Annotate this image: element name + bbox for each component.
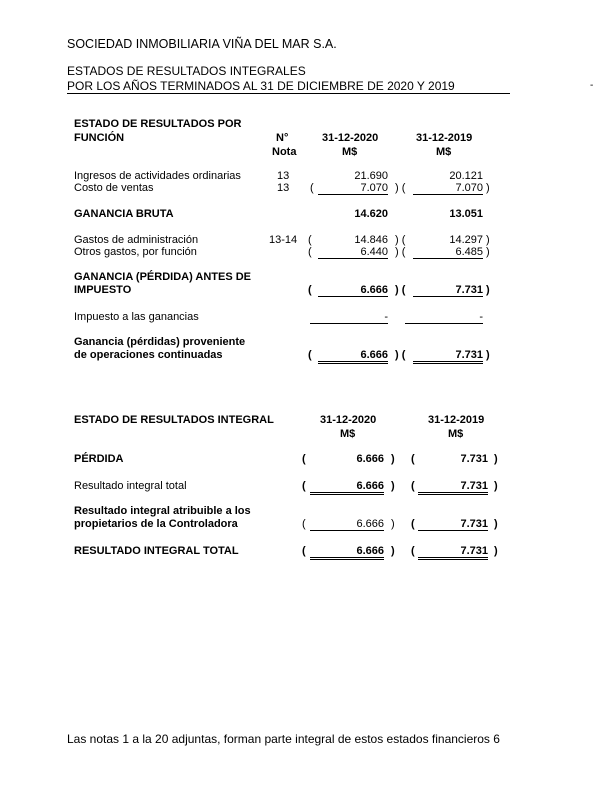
statement-period: POR LOS AÑOS TERMINADOS AL 31 DE DICIEMBRE DE 2020 Y 2019 — [67, 79, 455, 93]
table1-header-line1: ESTADO DE RESULTADOS POR — [74, 118, 242, 130]
row-value-2019: 7.731 — [413, 284, 483, 297]
row-value-2020: 6.666 — [310, 545, 384, 560]
row-value-2019: 7.731 — [460, 453, 488, 465]
row-label-cont: IMPUESTO — [74, 284, 132, 296]
row-value-2020: 6.666 — [356, 453, 384, 465]
table1-currency-2020: M$ — [342, 146, 358, 158]
row-value-2020: 14.620 — [354, 208, 388, 220]
row-label: Resultado integral atribuible a los — [74, 505, 251, 517]
row-label: GANANCIA (PÉRDIDA) ANTES DE — [74, 271, 252, 283]
footer-note: Las notas 1 a la 20 adjuntas, forman parte integral de estos estados financieros 6 — [67, 732, 500, 746]
row-label-cont: de operaciones continuadas — [74, 349, 223, 361]
row-value-2020: 7.070 — [318, 182, 388, 195]
row-value-2019: 6.485 — [413, 246, 483, 259]
row-value-2019: 7.070 — [413, 182, 483, 195]
row-label: RESULTADO INTEGRAL TOTAL — [74, 545, 239, 557]
row-value-2020: 21.690 — [354, 170, 388, 182]
row-label: GANANCIA BRUTA — [74, 208, 174, 220]
row-value-2020: 6.666 — [310, 518, 384, 531]
row-note: 13 — [277, 182, 290, 194]
statement-title: ESTADOS DE RESULTADOS INTEGRALES — [67, 64, 306, 78]
table1-currency-2019: M$ — [436, 146, 452, 158]
row-value-2019: 7.731 — [418, 518, 488, 531]
table2-currency-2020: M$ — [340, 428, 356, 440]
row-value-2019: 13.051 — [449, 208, 483, 220]
row-label: Costo de ventas — [74, 182, 154, 194]
row-value-2020: 6.440 — [318, 246, 388, 259]
row-value-2019: 7.731 — [418, 545, 488, 560]
row-value-2020: 6.666 — [318, 284, 388, 297]
row-label-cont: propietarios de la Controladora — [74, 518, 238, 530]
table1-note-col-1: N° — [276, 132, 289, 144]
row-value-2019: 14.297 — [449, 234, 483, 246]
row-value-2019: - — [405, 311, 483, 324]
row-value-2019: 20.121 — [449, 170, 483, 182]
table1-header-line2: FUNCIÓN — [74, 132, 125, 144]
row-value-2020: 6.666 — [310, 480, 384, 495]
table1-col-2019: 31-12-2019 — [416, 132, 473, 144]
company-name: SOCIEDAD INMOBILIARIA VIÑA DEL MAR S.A. — [67, 37, 337, 51]
row-value-2020: 6.666 — [318, 349, 388, 364]
side-mark: - — [590, 80, 594, 91]
row-value-2020: 14.846 — [354, 234, 388, 246]
row-note: 13 — [277, 170, 290, 182]
table1-note-col-2: Nota — [272, 146, 297, 158]
row-label: PÉRDIDA — [74, 453, 124, 465]
row-label: Ganancia (pérdidas) proveniente — [74, 336, 246, 348]
row-label: Gastos de administración — [74, 234, 199, 246]
row-label: Resultado integral total — [74, 480, 187, 492]
row-value-2019: 7.731 — [413, 349, 483, 364]
row-value-2020: - — [310, 311, 388, 324]
table1-col-2020: 31-12-2020 — [322, 132, 379, 144]
row-label: Otros gastos, por función — [74, 246, 197, 258]
row-label: Ingresos de actividades ordinarias — [74, 170, 241, 182]
table2-col-2020: 31-12-2020 — [320, 414, 377, 426]
row-label: Impuesto a las ganancias — [74, 311, 199, 323]
table2-header: ESTADO DE RESULTADOS INTEGRAL — [74, 414, 274, 426]
row-value-2019: 7.731 — [418, 480, 488, 495]
table2-col-2019: 31-12-2019 — [428, 414, 485, 426]
row-note: 13-14 — [269, 234, 298, 246]
table2-currency-2019: M$ — [448, 428, 464, 440]
header-rule — [67, 93, 510, 94]
